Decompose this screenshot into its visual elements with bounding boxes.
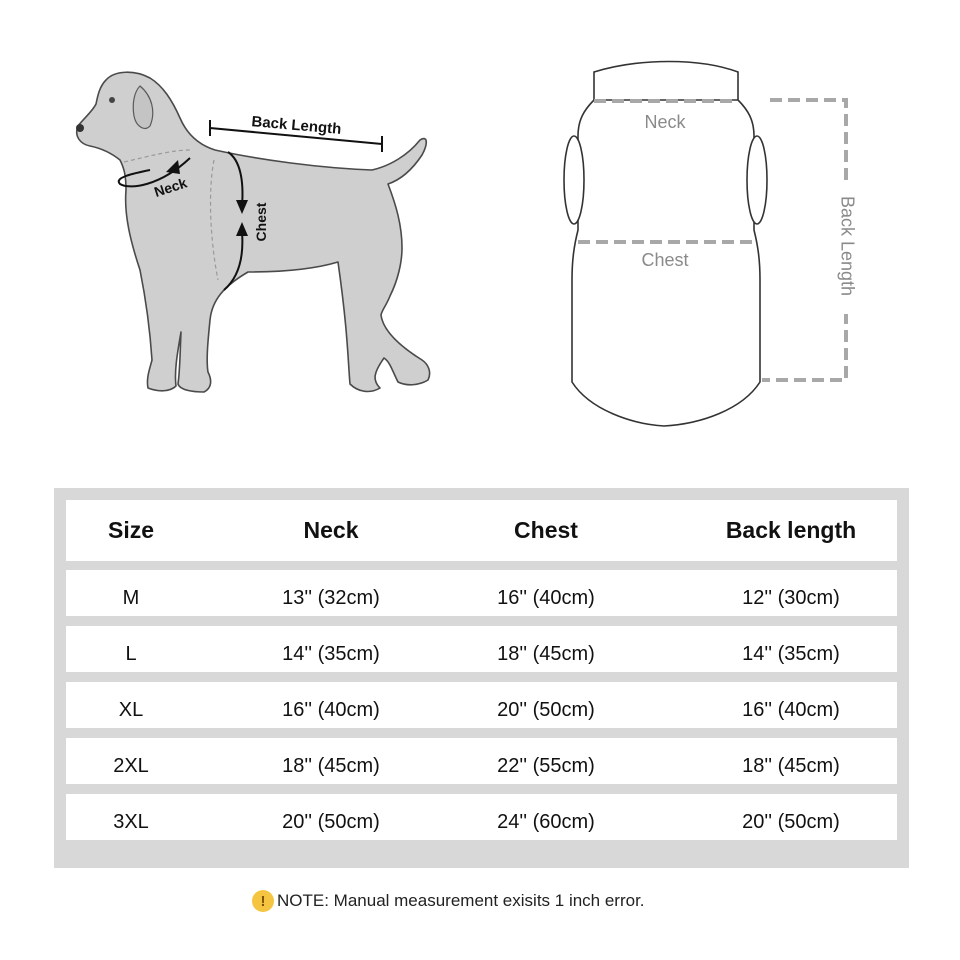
size-cell: M bbox=[122, 586, 140, 609]
back-length-cell: 12'' (30cm) bbox=[742, 586, 840, 609]
back-length-cell: 18'' (45cm) bbox=[742, 754, 840, 777]
table-row bbox=[66, 570, 897, 616]
warning-icon: ! bbox=[252, 890, 274, 912]
back-length-cell: 20'' (50cm) bbox=[742, 810, 840, 833]
dog-eye bbox=[109, 97, 115, 103]
size-cell: XL bbox=[118, 698, 144, 721]
dog-back-length-label: Back Length bbox=[250, 113, 342, 138]
measurement-diagram bbox=[0, 0, 960, 470]
garment-left-armhole bbox=[564, 136, 584, 224]
header-neck: Neck bbox=[303, 517, 359, 543]
back-length-cell: 14'' (35cm) bbox=[742, 642, 840, 665]
size-table bbox=[54, 488, 909, 868]
dog-neck-label: Neck bbox=[152, 174, 189, 201]
garment-chest-label: Chest bbox=[641, 250, 689, 270]
header-back-length: Back length bbox=[725, 517, 857, 543]
garment-neck-label: Neck bbox=[644, 112, 686, 132]
garment-right-armhole bbox=[747, 136, 767, 224]
size-cell: 2XL bbox=[113, 754, 149, 777]
garment-back-length-bracket bbox=[762, 100, 846, 380]
dog-chest-label: Chest bbox=[253, 202, 269, 242]
size-cell: L bbox=[125, 642, 137, 665]
note-text: NOTE: Manual measurement exisits 1 inch error. bbox=[277, 891, 645, 910]
neck-cell: 18'' (45cm) bbox=[282, 754, 380, 777]
table-row bbox=[66, 794, 897, 840]
header-chest: Chest bbox=[514, 517, 578, 543]
garment-back-length-label: Back Length bbox=[837, 195, 858, 297]
chest-cell: 20'' (50cm) bbox=[497, 698, 595, 721]
garment-figure bbox=[564, 62, 858, 427]
back-length-cell: 16'' (40cm) bbox=[742, 698, 840, 721]
table-row bbox=[66, 626, 897, 672]
measurement-note bbox=[252, 888, 645, 914]
dog-nose bbox=[76, 124, 84, 132]
header-size: Size bbox=[107, 517, 155, 543]
chest-cell: 18'' (45cm) bbox=[497, 642, 595, 665]
chest-cell: 16'' (40cm) bbox=[497, 586, 595, 609]
chest-cell: 24'' (60cm) bbox=[497, 810, 595, 833]
neck-cell: 20'' (50cm) bbox=[282, 810, 380, 833]
dog-figure bbox=[76, 72, 430, 392]
neck-cell: 14'' (35cm) bbox=[282, 642, 380, 665]
garment-collar bbox=[594, 62, 738, 101]
chest-cell: 22'' (55cm) bbox=[497, 754, 595, 777]
table-row bbox=[66, 738, 897, 784]
table-row bbox=[66, 682, 897, 728]
neck-cell: 16'' (40cm) bbox=[282, 698, 380, 721]
table-header-row bbox=[66, 500, 897, 561]
size-cell: 3XL bbox=[113, 810, 149, 833]
neck-cell: 13'' (32cm) bbox=[282, 586, 380, 609]
